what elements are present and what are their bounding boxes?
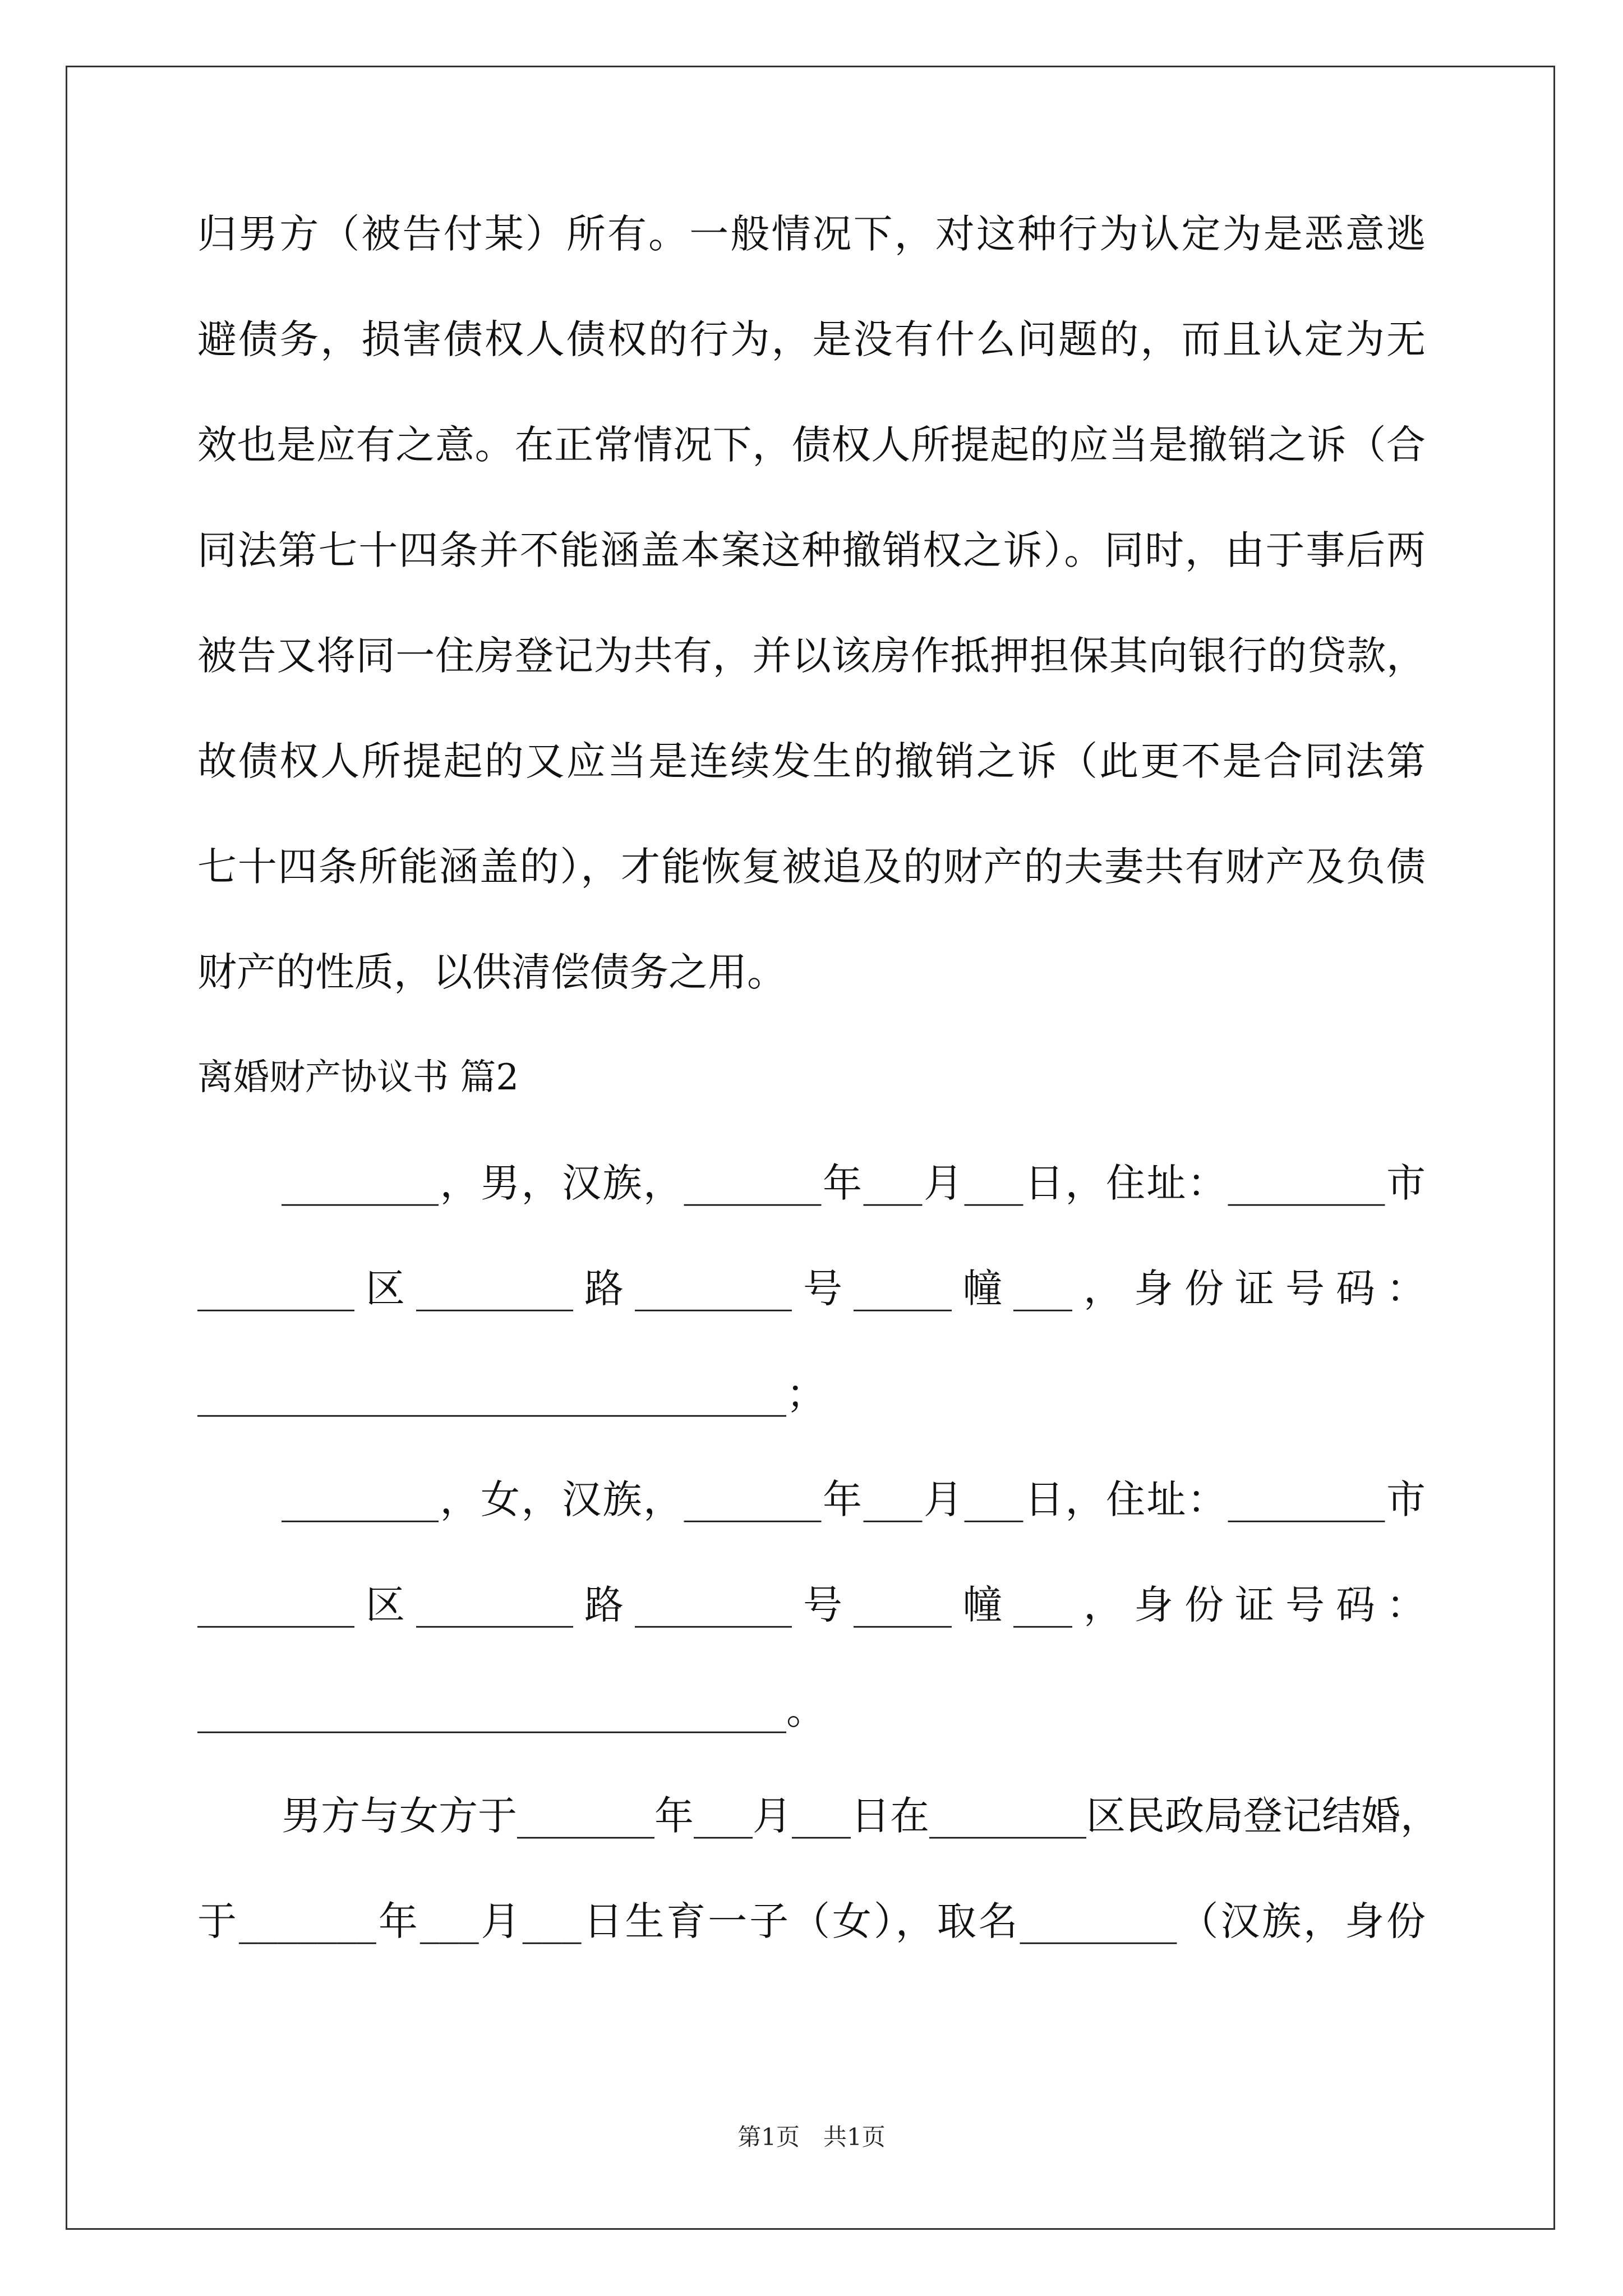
section-title: 离婚财产协议书 篇2 — [197, 1057, 519, 1098]
paragraph-line: 七十四条所能涵盖的），才能恢复被追及的财产的夫妻共有财产及负债 — [197, 844, 1426, 890]
page-footer: 第1页 共1页 — [737, 2123, 886, 2151]
paragraph-line: 同法第七十四条并不能涵盖本案这种撤销权之诉）。同时，由于事后两 — [197, 527, 1426, 573]
male-party-line: ______________________________； — [197, 1371, 826, 1417]
paragraph-line: 归男方（被告付某）所有。一般情况下，对这种行为认定为是恶意逃 — [197, 211, 1426, 257]
paragraph-line: 财产的性质，以供清偿债务之用。 — [197, 949, 786, 995]
female-party-line: ________区________路________号_____幢___，身份证号码： — [197, 1582, 1426, 1628]
marriage-paragraph-line: 男方与女方于_______年___月___日在________区民政局登记结婚， — [282, 1793, 1440, 1839]
male-party-line: ________区________路________号_____幢___，身份证号码： — [197, 1266, 1426, 1312]
paragraph-line: 被告又将同一住房登记为共有，并以该房作抵押担保其向银行的贷款， — [197, 633, 1426, 679]
paragraph-line: 效也是应有之意。在正常情况下，债权人所提起的应当是撤销之诉（合 — [197, 422, 1426, 468]
marriage-paragraph-line: 于_______年___月___日生育一子（女），取名________（汉族，身份 — [197, 1898, 1426, 1944]
paragraph-line: 避债务，损害债权人债权的行为，是没有什么问题的，而且认定为无 — [197, 316, 1426, 362]
paragraph-line: 故债权人所提起的又应当是连续发生的撤销之诉（此更不是合同法第 — [197, 738, 1426, 784]
female-party-line: ________，女，汉族，_______年___月___日，住址：________市 — [282, 1476, 1426, 1522]
male-party-line: ________，男，汉族，_______年___月___日，住址：________市 — [282, 1160, 1426, 1206]
female-party-line: ______________________________。 — [197, 1687, 826, 1733]
